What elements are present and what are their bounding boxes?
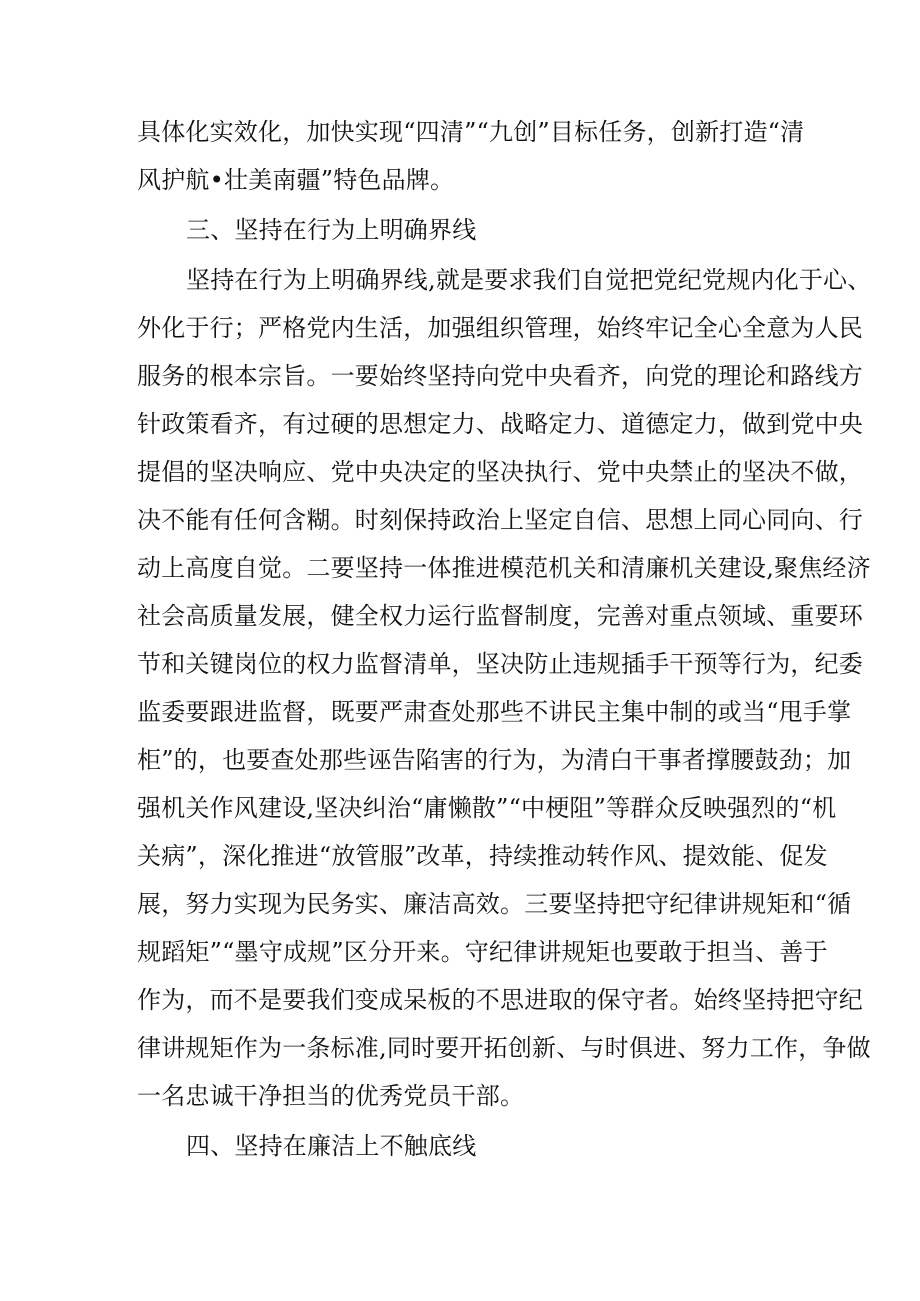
paragraph-line: 强机关作风建设,坚决纠治“庸懒散”“中梗阻”等群众反映强烈的“机 xyxy=(137,794,837,822)
paragraph-line: 监委要跟进监督，既要严肃查处那些不讲民主集中制的或当“甩手掌 xyxy=(137,698,852,726)
paragraph-line: 节和关键岗位的权力监督清单，坚决防止违规插手干预等行为，纪委 xyxy=(137,650,863,678)
paragraph-line: 决不能有任何含糊。时刻保持政治上坚定自信、思想上同心同向、行 xyxy=(137,506,863,534)
section-heading: 三、坚持在行为上明确界线 xyxy=(186,216,477,244)
section-heading: 四、坚持在廉洁上不触底线 xyxy=(186,1132,477,1160)
paragraph-line: 针政策看齐，有过硬的思想定力、战略定力、道德定力，做到党中央 xyxy=(137,410,863,438)
paragraph-line: 一名忠诚干净担当的优秀党员干部。 xyxy=(137,1082,525,1110)
paragraph-line: 服务的根本宗旨。一要始终坚持向党中央看齐，向党的理论和路线方 xyxy=(137,362,863,390)
paragraph-line: 外化于行；严格党内生活，加强组织管理，始终牢记全心全意为人民 xyxy=(137,314,863,342)
paragraph-line: 律讲规矩作为一条标准,同时要开拓创新、与时俱进、努力工作，争做 xyxy=(137,1034,871,1062)
paragraph-line: 关病”，深化推进“放管服”改革，持续推动转作风、提效能、促发 xyxy=(137,842,828,870)
paragraph-line: 提倡的坚决响应、党中央决定的坚决执行、党中央禁止的坚决不做， xyxy=(137,458,863,486)
paragraph-line: 展，努力实现为民务实、廉洁高效。三要坚持把守纪律讲规矩和“循 xyxy=(137,890,852,918)
paragraph-line: 作为，而不是要我们变成呆板的不思进取的保守者。始终坚持把守纪 xyxy=(137,986,863,1014)
paragraph-line: 规蹈矩”“墨守成规”区分开来。守纪律讲规矩也要敢于担当、善于 xyxy=(137,938,828,966)
paragraph-line: 社会高质量发展，健全权力运行监督制度，完善对重点领域、重要环 xyxy=(137,602,863,630)
paragraph-line: 坚持在行为上明确界线,就是要求我们自觉把党纪党规内化于心、 xyxy=(186,266,872,294)
paragraph-line: 风护航•壮美南疆”特色品牌。 xyxy=(137,166,455,194)
paragraph-line: 具体化实效化，加快实现“四清”“九创”目标任务，创新打造“清 xyxy=(137,118,805,146)
paragraph-line: 动上高度自觉。二要坚持一体推进模范机关和清廉机关建设,聚焦经济 xyxy=(137,554,871,582)
paragraph-line: 柜”的，也要查处那些诬告陷害的行为，为清白干事者撑腰鼓劲；加 xyxy=(137,746,852,774)
